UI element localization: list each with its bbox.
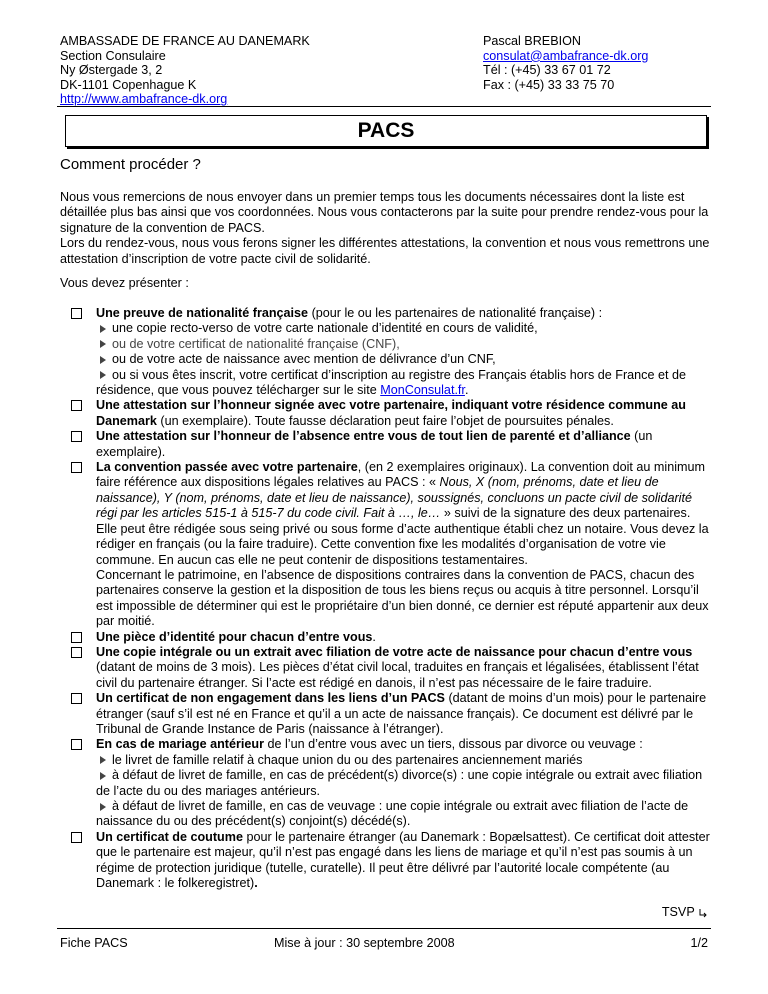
sub-item-text: à défaut de livret de famille, en cas de précédent(s) divorce(s) : une copie intégrale ou extrait avec filiation de l’acte du ou des mariages antérieurs.	[96, 768, 703, 798]
item-text: (un exemplaire). Toute fausse déclaration peut faire l’objet de poursuites pénales.	[156, 413, 614, 428]
item-title: Une preuve de nationalité française	[96, 306, 309, 320]
section-heading: Comment procéder ?	[60, 156, 201, 173]
item-paragraph: Concernant le patrimoine, en l’absence de dispositions contraires dans la convention de PACS, chacun des partenaires conserve la gestion et la disposition de tous les biens reçus ou acquis à titre personnel. Lorsqu’il est impossible de déterminer qui est le propriétaire d’un bien donné, ce dernier est réputé appartenir aux deux par moitié.	[96, 567, 709, 629]
item-end: .	[254, 876, 258, 891]
checkbox-icon	[71, 400, 82, 411]
checkbox-icon	[71, 647, 82, 658]
sub-item-text: à défaut de livret de famille, en cas de veuvage : une copie intégrale ou extrait avec filiation de l’acte de naissance du ou des précédent(s) conjoint(s) décédé(s).	[96, 799, 689, 829]
checkbox-icon	[71, 832, 82, 843]
sub-item	[96, 753, 716, 768]
embassy-section: Section Consulaire	[60, 48, 166, 63]
item-title: Une attestation sur l’honneur de l’absence entre vous de tout lien de parenté et d’alliance	[96, 429, 631, 444]
embassy-name: AMBASSADE DE FRANCE AU DANEMARK	[60, 34, 310, 48]
list-item	[96, 429, 716, 460]
checkbox-icon	[71, 693, 82, 704]
sub-item-text: le livret de famille relatif à chaque union du ou des partenaires anciennement mariés	[112, 752, 583, 767]
triangle-bullet-icon	[100, 325, 106, 333]
intro-text-2: Lors du rendez-vous, nous vous ferons signer les différentes attestations, la convention et nous vous remettrons une attestation d’inscription de votre pacte civil de solidarité.	[60, 236, 710, 266]
list-item	[96, 460, 716, 629]
item-title: Une copie intégrale ou un extrait avec filiation de votre acte de naissance pour chacun d’entre vous	[96, 644, 693, 659]
list-item	[96, 691, 716, 737]
item-paragraph: Elle peut être rédigée sous seing privé ou sous forme d’acte authentique établi chez un notaire. Vous devez la rédiger en français (ou la faire traduire). Cette convention fixe les modalités d’organisation de votre vie commune. En aucun cas elle ne peut contenir de dispositions testamentaires.	[96, 521, 709, 567]
list-item	[96, 306, 716, 398]
requirements-list	[96, 306, 716, 891]
present-heading: Vous devez présenter :	[60, 276, 189, 290]
checkbox-icon	[71, 462, 82, 473]
triangle-bullet-icon	[100, 756, 106, 764]
triangle-bullet-icon	[100, 371, 106, 379]
item-text: (datant de moins d’un mois) pour le partenaire étranger (sauf s’il est né en France et qu’il a un acte de naissance français). Ce document est délivré par le Tribunal de Grande Instance de Paris (naissance à l’étranger).	[96, 691, 707, 736]
checkbox-icon	[71, 739, 82, 750]
item-title: Une attestation sur l’honneur signée avec votre partenaire, indiquant votre résidence commune au Danemark	[96, 398, 686, 428]
checkbox-icon	[71, 308, 82, 319]
list-item	[96, 630, 716, 645]
footer-page-number: 1/2	[690, 936, 708, 950]
footer-doc-name: Fiche PACS	[60, 936, 128, 950]
sub-item	[96, 337, 716, 352]
list-item	[96, 830, 716, 892]
embassy-street: Ny Østergade 3, 2	[60, 63, 163, 78]
intro-text: Nous vous remercions de nous envoyer dans un premier temps tous les documents nécessaires dont la liste est détaillée plus bas ainsi que vos coordonnées. Nous vous contacterons par la suite pour prendre rendez-vous pour la signature de la convention de PACS.	[60, 190, 709, 235]
item-title: La convention passée avec votre partenaire	[96, 460, 358, 475]
sub-item-text: ou de votre certificat de nationalité française (CNF),	[112, 336, 400, 351]
sub-item	[96, 368, 716, 399]
item-text: » suivi de la signature des deux partenaires.	[440, 506, 691, 521]
item-title: Un certificat de coutume	[96, 829, 243, 844]
title-box	[65, 115, 707, 147]
embassy-address-block	[60, 34, 310, 107]
item-quote: Nous, X (nom, prénoms, date et lieu de naissance), Y (nom, prénoms, date et lieu de naissance), soussignés, concluons un pacte civil de solidarité régi par les articles 515-1 à 515-7 du code civil. Fait à …, le…	[96, 475, 692, 521]
sub-item	[96, 352, 716, 367]
sub-item	[96, 321, 716, 336]
item-text: pour le partenaire étranger (au Danemark : Bopælsattest). Ce certificat doit attester que le partenaire est majeur, qu’il n’est pas engagé dans les liens de mariage et qu’il n’est pas soumis à un régime de protection juridique (tutelle, curatelle). Il peut être délivré par l’autorité locale compétente (au Danemark : le folkeregistret)	[96, 829, 710, 891]
item-text: .	[372, 629, 376, 644]
list-item	[96, 398, 716, 429]
triangle-bullet-icon	[100, 340, 106, 348]
page-title: PACS	[357, 119, 415, 142]
sub-item	[96, 799, 716, 830]
sub-item	[96, 768, 716, 799]
contact-tel: Tél : (+45) 33 67 01 72	[483, 63, 611, 78]
header-divider	[57, 106, 711, 107]
tsvp-note	[662, 905, 708, 920]
sub-item-text: .	[464, 383, 469, 398]
list-item	[96, 737, 716, 829]
checkbox-icon	[71, 431, 82, 442]
embassy-website-link[interactable]: http://www.ambafrance-dk.org	[60, 92, 228, 107]
item-text: de l’un d’entre vous avec un tiers, dissous par divorce ou veuvage :	[264, 737, 643, 752]
embassy-city: DK-1101 Copenhague K	[60, 77, 197, 92]
item-text: (datant de moins de 3 mois). Les pièces d’état civil local, traduites en français et légalisées, établissent l’état civil du partenaire étranger. Si l’acte est rédigé en danois, il n’est pas nécessaire de le faire traduire.	[96, 660, 699, 690]
sub-item-text: ou si vous êtes inscrit, votre certificat d’inscription au registre des Français établis hors de France et de résidence, que vous pouvez télécharger sur le site	[96, 367, 686, 398]
item-title: Une pièce d’identité pour chacun d’entre vous	[96, 629, 373, 644]
arrow-down-right-icon	[698, 908, 708, 918]
sub-item-text: ou de votre acte de naissance avec mention de délivrance d’un CNF,	[112, 352, 496, 367]
item-text: (un exemplaire).	[96, 429, 653, 459]
triangle-bullet-icon	[100, 803, 106, 811]
intro-paragraph	[60, 190, 712, 267]
triangle-bullet-icon	[100, 772, 106, 780]
sub-item-text: une copie recto-verso de votre carte nationale d’identité en cours de validité,	[112, 321, 538, 336]
contact-block	[483, 34, 648, 92]
monconsulat-link[interactable]: MonConsulat.fr	[380, 383, 465, 398]
contact-fax: Fax : (+45) 33 33 75 70	[483, 77, 615, 92]
contact-email-link[interactable]: consulat@ambafrance-dk.org	[483, 48, 649, 63]
triangle-bullet-icon	[100, 356, 106, 364]
item-text: , (en 2 exemplaires originaux). La convention doit au minimum faire référence aux dispositions légales relatives au PACS : «	[96, 460, 705, 490]
list-item	[96, 645, 716, 691]
contact-name: Pascal BREBION	[483, 34, 581, 48]
item-text: (pour le ou les partenaires de nationalité française) :	[308, 306, 603, 320]
checkbox-icon	[71, 632, 82, 643]
tsvp-text: TSVP	[661, 905, 695, 919]
item-title: Un certificat de non engagement dans les liens d’un PACS	[96, 691, 445, 706]
footer-divider	[57, 928, 711, 929]
item-title: En cas de mariage antérieur	[96, 737, 264, 752]
footer-update-date: Mise à jour : 30 septembre 2008	[274, 936, 455, 950]
